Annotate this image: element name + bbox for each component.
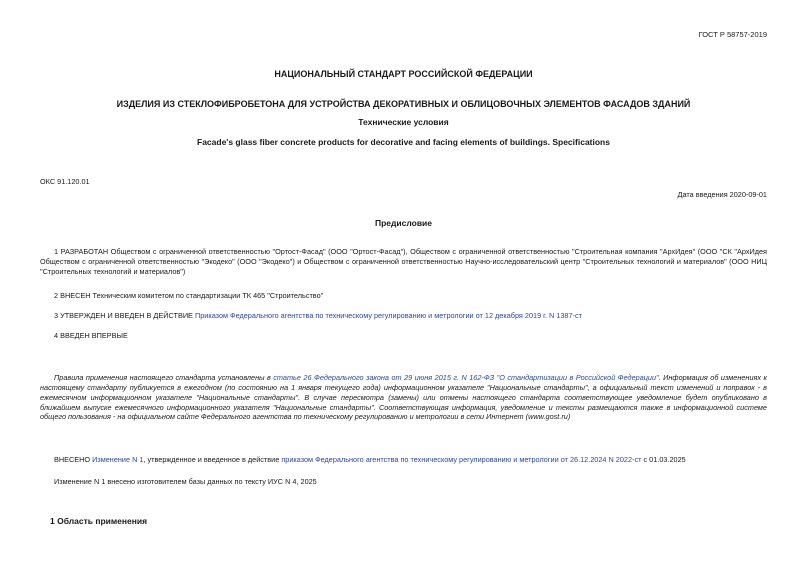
amendment-text-a: ВНЕСЕНО	[54, 455, 93, 464]
document-subtitle: Технические условия	[358, 117, 449, 127]
preface-item-2: 2 ВНЕСЕН Техническим комитетом по стандартизации ТК 465 "Строительство"	[54, 291, 324, 300]
preface-item-3	[40, 311, 767, 321]
order-link[interactable]: Приказом Федерального агентства по техническому регулированию и метрологии от 12 декабря 2019 г. N 1387-ст	[194, 311, 582, 320]
amendment-paragraph	[40, 455, 767, 465]
document-title: ИЗДЕЛИЯ ИЗ СТЕКЛОФИБРОБЕТОНА ДЛЯ УСТРОЙСТВА ДЕКОРАТИВНЫХ И ОБЛИЦОВОЧНЫХ ЭЛЕМЕНТОВ ФАСАДОВ ЗДАНИЙ	[116, 99, 691, 109]
preface-item-1: 1 РАЗРАБОТАН Обществом с ограниченной ответственностью "Ортост-Фасад" (ООО "Ортост-Фасад"), Обществом с ограниченной ответственностью "Строительная компания "АрхИдея" (ООО "СК "АрхИдея Обществом с ограниченной ответственностью "Экодеко" (ООО "Экодеко") и Обществом с ограниченной ответственностью Научно-исследовательский центр "Строительных технологий и материалов" (ООО НИЦ "Строительных технологий и материалов")	[40, 247, 767, 276]
amendment-order-link[interactable]: приказом Федерального агентства по техническому регулированию и метрологии от 26.12.2024 N 2022-ст	[281, 455, 642, 464]
amendment-link[interactable]: Изменение N 1	[92, 455, 144, 464]
rules-paragraph	[40, 373, 767, 422]
section-heading-scope: 1 Область применения	[50, 516, 148, 526]
introduction-date: Дата введения 2020-09-01	[677, 190, 767, 199]
amendment-text-b: , утвержденное и введенное в действие	[143, 455, 282, 464]
preface-item-4: 4 ВВЕДЕН ВПЕРВЫЕ	[54, 331, 128, 340]
rules-text-end: . Информация об изменениях к настоящему стандарту публикуется в ежегодном (по состоянию на 1 января текущего года) информационном указателе "Национальные стандарты", а официальный текст изменений и поправок - в ежемесячном информационном указателе "Национальные стандарты". В случае пересмотра (замены) или отмены настоящего стандарта соответствующее уведомление будет опубликовано в ближайшем выпуске ежемесячного информационного указателя "Национальные стандарты". Соответствующая информация, уведомление и тексты размещаются также в информационной системе общего пользования - на официальном сайте Федерального агентства по техническому регулированию и метрологии в сети Интернет (www.gost.ru)	[40, 373, 767, 422]
rules-text-start: Правила применения настоящего стандарта установлены в	[54, 373, 274, 382]
amendment-text-c: с 01.03.2025	[641, 455, 686, 464]
document-title-english: Facade's glass fiber concrete products for decorative and facing elements of buildings. Specifications	[197, 137, 610, 147]
preface-heading: Предисловие	[374, 218, 433, 228]
preface-item-3-text: 3 УТВЕРЖДЕН И ВВЕДЕН В ДЕЙСТВИЕ	[54, 311, 195, 320]
standard-title: НАЦИОНАЛЬНЫЙ СТАНДАРТ РОССИЙСКОЙ ФЕДЕРАЦИИ	[274, 69, 533, 79]
document-code: ГОСТ Р 58757-2019	[698, 30, 767, 39]
federal-law-link[interactable]: статье 26 Федерального закона от 29 июня 2015 г. N 162-ФЗ "О стандартизации в Российской Федерации"	[273, 373, 659, 382]
amendment-note: Изменение N 1 внесено изготовителем базы данных по тексту ИУС N 4, 2025	[54, 477, 317, 486]
oks-code: ОКС 91.120.01	[40, 177, 90, 186]
